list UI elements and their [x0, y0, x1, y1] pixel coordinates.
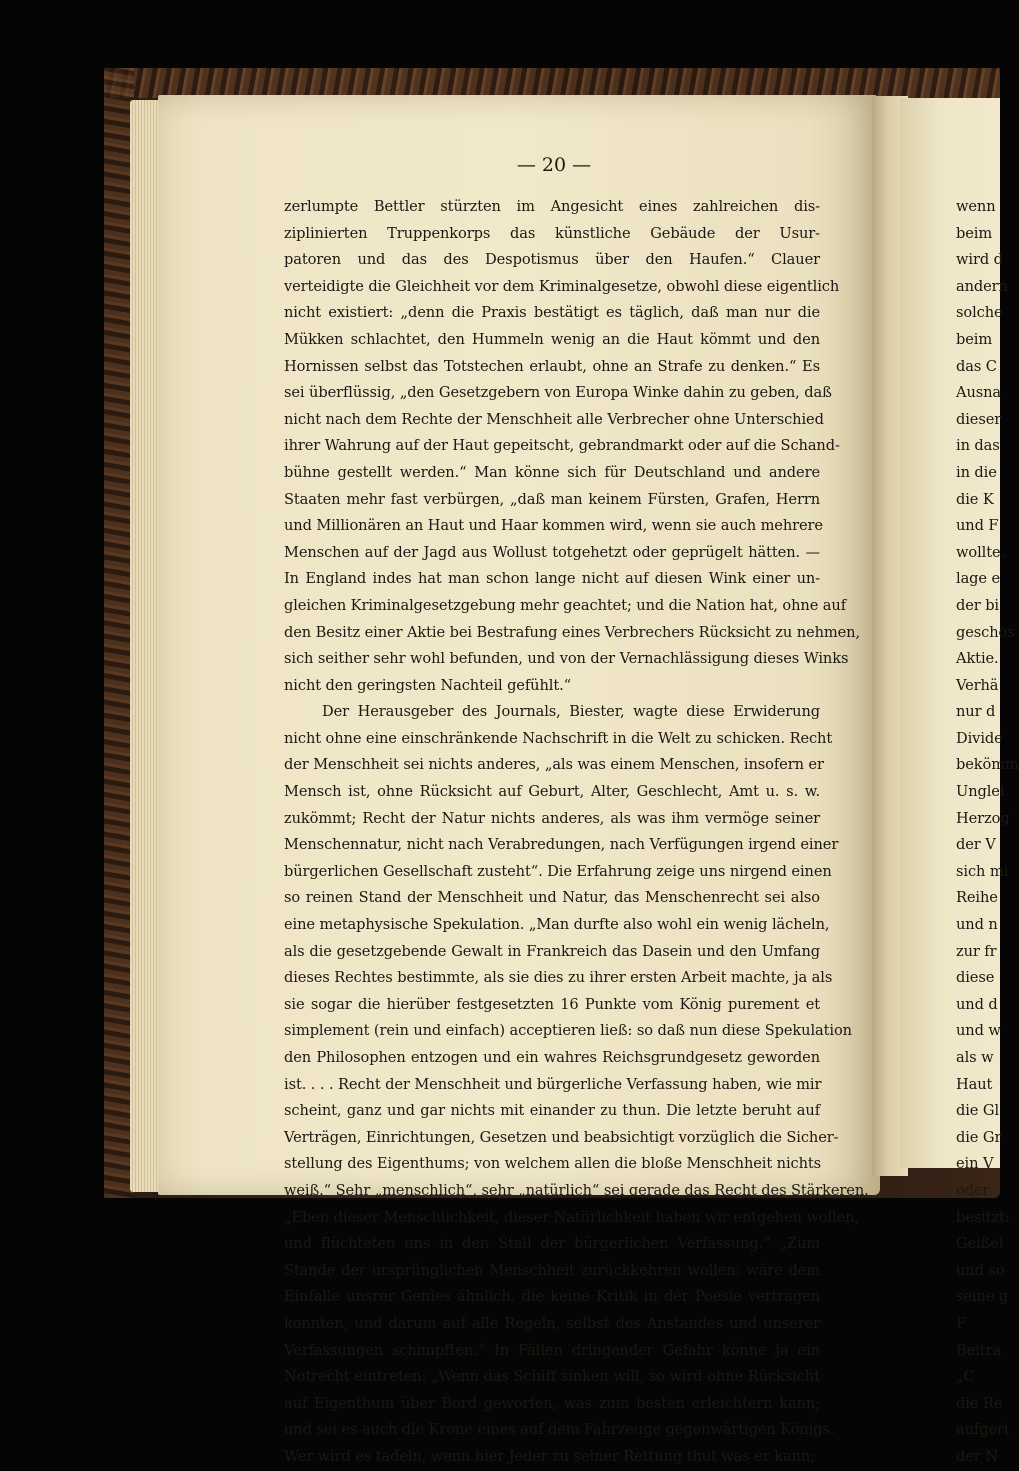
text-line: dieses Rechtes bestimmte, als sie dies zu ihrer ersten Arbeit machte, ja als: [284, 969, 833, 987]
facing-page-fragment: Unglei: [956, 783, 1005, 801]
facing-page-fragment: Haut: [956, 1075, 993, 1093]
facing-page-fragment: die Gl: [956, 1102, 1000, 1120]
text-line: ihrer Wahrung auf der Haut gepeitscht, gebrandmarkt oder auf die Schand-: [284, 437, 840, 455]
text-line: und sei es auch die Krone eines auf dem Fahrzeuge gegenwärtigen Königs.: [284, 1421, 835, 1439]
text-line: Der Herausgeber des Journals, Biester, wagte diese Erwiderung: [322, 703, 820, 721]
text-line: Mükken schlachtet, den Hummeln wenig an die Haut kömmt und den: [284, 330, 820, 348]
facing-page-fragment: andern: [956, 277, 1008, 295]
facing-page-fragment: lage e: [956, 570, 1001, 588]
facing-page-fragment: besitzt:: [956, 1208, 1010, 1226]
text-line: der Menschheit sei nichts anderes, „als was einem Menschen, insofern er: [284, 756, 824, 774]
text-line: nicht nach dem Rechte der Menschheit alle Verbrecher ohne Unterschied: [284, 410, 824, 428]
facing-page-fragment: und d: [956, 995, 998, 1013]
facing-page-fragment: und so: [956, 1261, 1005, 1279]
facing-page-fragment: „C: [956, 1368, 975, 1386]
text-line: konnten, und darum auf alle Regeln, selbst des Anstandes und unserer: [284, 1314, 820, 1332]
facing-page-fragment: in das: [956, 437, 1000, 455]
text-line: Einfalle unsrer Genies ähnlich, die keine Kritik in der Poesie vertragen: [284, 1288, 820, 1306]
text-line: eine metaphysische Spekulation. „Man durfte also wohl ein wenig lächeln,: [284, 916, 830, 934]
text-line: Notrecht eintreten: „Wenn das Schiff sinken will, so wird ohne Rücksicht: [284, 1368, 820, 1386]
left-page-text: [284, 194, 869, 1471]
facing-page-fragment: Herzog: [956, 809, 1010, 827]
facing-page-fragment: Geißel: [956, 1235, 1004, 1253]
facing-page-fragment: solche: [956, 304, 1003, 322]
facing-page-fragment: Beitra: [956, 1341, 1001, 1359]
facing-page-fragment: nur d: [956, 703, 996, 721]
facing-page-fragment: als w: [956, 1049, 994, 1066]
facing-page-fragment: und w: [956, 1022, 1001, 1040]
facing-page-fragment: der bi: [956, 596, 1000, 614]
facing-page-fragment: bekömm: [956, 756, 1019, 774]
text-line: stellung des Eigenthums; von welchem allen die bloße Menschheit nichts: [284, 1155, 822, 1173]
text-line: ist. . . . Recht der Menschheit und bürgerliche Verfassung haben, wie mir: [284, 1075, 822, 1093]
facing-page-fragment: Reihe: [956, 889, 998, 907]
text-line: In England indes hat man schon lange nicht auf diesen Wink einer un-: [284, 570, 820, 588]
facing-page-fragment: wenn: [956, 198, 996, 215]
facing-page-fragment: Aktie.: [956, 650, 999, 668]
facing-page-fragment: wird d: [956, 251, 1003, 269]
text-line: sei überflüssig, „den Gesetzgebern von Europa Winke dahin zu geben, daß: [284, 384, 832, 402]
text-line: Menschennatur, nicht nach Verabredungen, nach Verfügungen irgend einer: [284, 836, 839, 854]
text-line: nicht den geringsten Nachteil gefühlt.“: [284, 676, 571, 694]
text-line: und flüchteten uns in den Stall der bürgerlichen Verfassung.“ „Zum: [284, 1235, 820, 1253]
text-line: so reinen Stand der Menschheit und Natur, das Menschenrecht sei also: [284, 889, 820, 907]
text-line: weiß.“ Sehr „menschlich“, sehr „natürlich“ sei gerade das Recht des Stärkeren.: [284, 1181, 869, 1199]
text-line: nicht ohne eine einschränkende Nachschrift in die Welt zu schicken. Recht: [284, 729, 833, 747]
text-line: simplement (rein und einfach) acceptieren ließ: so daß nun diese Spekulation: [284, 1022, 852, 1040]
facing-page-fragment: beim: [956, 330, 993, 348]
facing-page-fragment: der N: [956, 1447, 998, 1465]
facing-page-fragment: diese: [956, 969, 995, 987]
text-line: und Millionären an Haut und Haar kommen wird, wenn sie auch mehrere: [284, 517, 823, 535]
text-line: patoren und das des Despotismus über den Haufen.“ Clauer: [284, 251, 820, 269]
text-line: den Philosophen entzogen und ein wahres Reichsgrundgesetz geworden: [284, 1049, 820, 1066]
text-line: bürgerlichen Gesellschaft zusteht“. Die Erfahrung zeige uns nirgend einen: [284, 862, 832, 880]
facing-page-fragment: Ausna: [956, 384, 1002, 402]
right-page-text-fragments: [956, 194, 1019, 1471]
text-line: zerlumpte Bettler stürzten im Angesicht eines zahlreichen dis-: [284, 198, 820, 215]
facing-page-fragment: Verhä: [956, 676, 999, 694]
text-line: Mensch ist, ohne Rücksicht auf Geburt, Alter, Geschlecht, Amt u. s. w.: [284, 783, 820, 801]
facing-page-fragment: F: [956, 1314, 967, 1332]
text-line: sich seither sehr wohl befunden, und von der Vernachlässigung dieses Winks: [284, 650, 849, 668]
facing-page-fragment: die Gr: [956, 1128, 1002, 1146]
text-line: zukömmt; Recht der Natur nichts anderes, als was ihm vermöge seiner: [284, 809, 820, 827]
text-line: als die gesetzgebende Gewalt in Frankreich das Dasein und den Umfang: [284, 942, 820, 960]
facing-page-fragment: das C: [956, 357, 997, 375]
text-line: den Besitz einer Aktie bei Bestrafung eines Verbrechers Rücksicht zu nehmen,: [284, 623, 860, 641]
facing-page-fragment: sich mi: [956, 862, 1009, 880]
facing-page-fragment: Divide: [956, 729, 1003, 747]
facing-page-fragment: und F: [956, 517, 999, 535]
text-line: ziplinierten Truppenkorps das künstliche Gebäude der Usur-: [284, 224, 820, 242]
text-line: auf Eigenthum über Bord geworfen, was zum besten erleichtern kann;: [284, 1394, 820, 1412]
facing-page-fragment: in die: [956, 463, 997, 481]
text-line: bühne gestellt werden.“ Man könne sich für Deutschland und andere: [284, 463, 820, 481]
facing-page-fragment: beim: [956, 224, 993, 242]
text-line: Verträgen, Einrichtungen, Gesetzen und beabsichtigt vorzüglich die Sicher-: [284, 1128, 839, 1146]
facing-page-fragment: die Re: [956, 1394, 1003, 1412]
facing-page-fragment: geschos: [956, 623, 1015, 641]
facing-page-fragment: aufgeri: [956, 1421, 1009, 1439]
text-line: verteidigte die Gleichheit vor dem Kriminalgesetze, obwohl diese eigentlich: [284, 277, 840, 295]
facing-page-fragment: wollte.: [956, 543, 1006, 561]
facing-page-fragment: seine g: [956, 1288, 1009, 1306]
text-line: Stande der ursprünglichen Menschheit zurückkehren wollen: wäre dem: [284, 1261, 820, 1279]
text-line: Menschen auf der Jagd aus Wollust totgehetzt oder geprügelt hätten. —: [284, 543, 820, 561]
facing-page-fragment: und n: [956, 916, 998, 934]
text-line: Wer wird es tadeln, wenn hier Jeder zu seiner Rettung thut was er kann;: [284, 1447, 815, 1465]
text-line: Verfassungen schimpften.“ In Fällen dringender Gefahr könne ja ein: [284, 1341, 820, 1359]
text-line: gleichen Kriminalgesetzgebung mehr geachtet; und die Nation hat, ohne auf: [284, 596, 846, 614]
text-line: sie sogar die hierüber festgesetzten 16 Punkte vom König purement et: [284, 995, 820, 1013]
facing-page-fragment: oder: [956, 1181, 990, 1199]
text-line: „Eben dieser Menschlichkeit, dieser Natürlichkeit haben wir entgehen wollen,: [284, 1208, 860, 1226]
page-number: — 20 —: [516, 154, 592, 176]
text-line: nicht existiert: „denn die Praxis bestätigt es täglich, daß man nur die: [284, 304, 820, 322]
facing-page-fragment: zur fr: [956, 942, 997, 960]
text-line: scheint, ganz und gar nichts mit einander zu thun. Die letzte beruht auf: [284, 1102, 820, 1120]
facing-page-fragment: dieser: [956, 410, 1002, 428]
text-line: Hornissen selbst das Totstechen erlaubt, ohne an Strafe zu denken.“ Es: [284, 357, 820, 375]
text-line: Staaten mehr fast verbürgen, „daß man keinem Fürsten, Grafen, Herrn: [284, 490, 820, 508]
facing-page-fragment: der V: [956, 836, 996, 854]
facing-page-fragment: die K: [956, 490, 994, 508]
facing-page-fragment: ein V: [956, 1155, 994, 1173]
